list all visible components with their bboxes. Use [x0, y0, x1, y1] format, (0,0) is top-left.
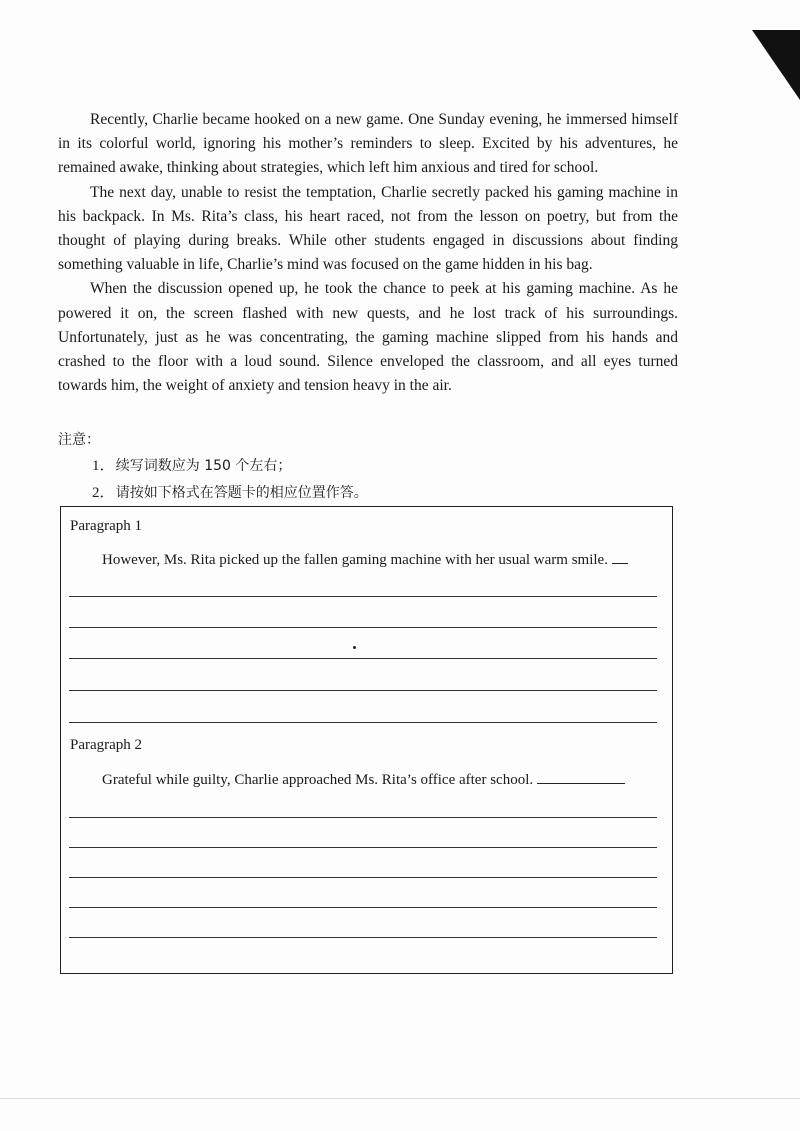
- opening-blank: [612, 549, 628, 564]
- story-passage: [58, 108, 678, 398]
- note-text: 请按如下格式在答题卡的相应位置作答。: [115, 485, 368, 501]
- writing-line[interactable]: [69, 596, 657, 597]
- corner-mark: [752, 30, 800, 100]
- note-text: 续写词数应为 150 个左右；: [115, 458, 292, 474]
- writing-line[interactable]: [69, 877, 657, 878]
- writing-line[interactable]: [69, 627, 657, 628]
- writing-line[interactable]: [69, 658, 657, 659]
- paragraph-2-opening: [102, 769, 662, 789]
- paragraph-1-opening-text: However, Ms. Rita picked up the fallen gaming machine with her usual warm smile.: [102, 552, 608, 568]
- writing-line[interactable]: [69, 847, 657, 848]
- note-item-2: [92, 482, 368, 509]
- writing-line[interactable]: [69, 937, 657, 938]
- paragraph-1-opening: [102, 549, 662, 569]
- note-item-1: [92, 455, 368, 482]
- notes-list: [92, 455, 368, 509]
- answer-box: [60, 506, 673, 974]
- note-number: 2．: [92, 485, 115, 501]
- writing-line[interactable]: [69, 817, 657, 818]
- writing-line[interactable]: [69, 690, 657, 691]
- paragraph-2-opening-text: Grateful while guilty, Charlie approached Ms. Rita’s office after school.: [102, 772, 534, 788]
- writing-line[interactable]: [69, 722, 657, 723]
- paragraph-2-label: Paragraph 2: [70, 737, 143, 753]
- writing-line[interactable]: [69, 907, 657, 908]
- passage-paragraph-1: Recently, Charlie became hooked on a new game. One Sunday evening, he immersed himself in its colorful world, ignoring his mother’s reminders to sleep. Excited by his adventures, he remained awake, thinking about strategies, which left him anxious and tired for school.: [58, 111, 678, 177]
- opening-blank: [537, 769, 625, 784]
- passage-paragraph-2: The next day, unable to resist the temptation, Charlie secretly packed his gaming machine in his backpack. In Ms. Rita’s class, his heart raced, not from the lesson on poetry, but from the thought of playing during breaks. While other students engaged in discussions about finding something valuable in life, Charlie’s mind was focused on the game hidden in his bag.: [58, 183, 678, 274]
- passage-paragraph-3: When the discussion opened up, he took the chance to peek at his gaming machine. As he powered it on, the screen flashed with new quests, and he lost track of his surroundings. Unfortunately, just as he was concentrating, the gaming machine slipped from his hands and crashed to the floor with a loud sound. Silence enveloped the classroom, and all eyes turned towards him, the weight of anxiety and tension heavy in the air.: [58, 280, 678, 395]
- note-number: 1．: [92, 458, 115, 474]
- scan-edge: [0, 1098, 800, 1099]
- paragraph-1-label: Paragraph 1: [70, 518, 143, 534]
- notes-title: 注意：: [58, 432, 100, 448]
- ink-speck: [353, 646, 356, 649]
